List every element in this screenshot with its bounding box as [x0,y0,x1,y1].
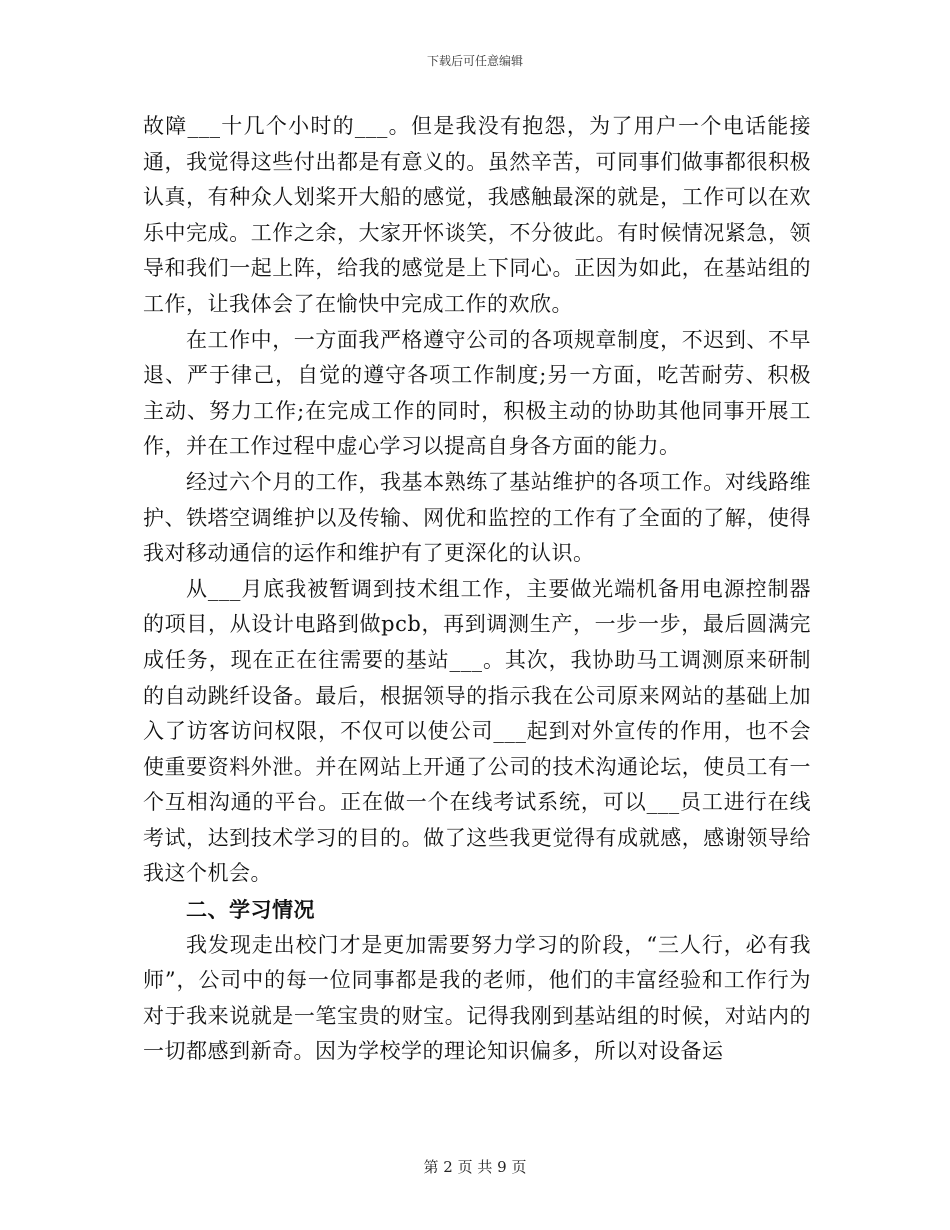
paragraph-study: 我发现走出校门才是更加需要努力学习的阶段，“三人行，必有我师”，公司中的每一位同事都是我的老师，他们的丰富经验和工作行为对于我来说就是一笔宝贵的财宝。记得我刚到基站组的时候，对站内的一切都感到新奇。因为学校学的理论知识偏多，所以对设备运 [143,932,811,1064]
page-header: 下载后可任意编辑 [426,54,523,68]
paragraph-base-station-experience: 经过六个月的工作，我基本熟练了基站维护的各项工作。对线路维护、铁塔空调维护以及传输、网优和监控的工作有了全面的了解，使得我对移动通信的运作和维护有了更深化的认识。 [143,469,811,566]
paragraph-technical-group: 从___月底我被暂调到技术组工作，主要做光端机备用电源控制器的项目，从设计电路到做pcb，再到调测生产，一步一步，最后圆满完成任务，现在正在往需要的基站___。其次，我协助马工调测原来研制的自动跳纤设备。最后，根据领导的指示我在公司原来网站的基础上加入了访客访问权限，不仅可以使公司___起到对外宣传的作用，也不会使重要资料外泄。并在网站上开通了公司的技术沟通论坛，使员工有一个互相沟通的平台。正在做一个在线考试系统，可以___员工进行在线考试，达到技术学习的目的。做了这些我更觉得有成就感，感谢领导给我这个机会。 [143,576,811,886]
paragraph-continued: 故障___十几个小时的___。但是我没有抱怨，为了用户一个电话能接通，我觉得这些付出都是有意义的。虽然辛苦，可同事们做事都很积极认真，有种众人划桨开大船的感觉，我感触最深的就是，工作可以在欢乐中完成。工作之余，大家开怀谈笑，不分彼此。有时候情况紧急，领导和我们一起上阵，给我的感觉是上下同心。正因为如此，在基站组的工作，让我体会了在愉快中完成工作的欢欣。 [143,114,811,316]
page-number: 第 2 页 共 9 页 [423,1158,527,1176]
paragraph-work-discipline: 在工作中，一方面我严格遵守公司的各项规章制度，不迟到、不早退、严于律己，自觉的遵守各项工作制度;另一方面，吃苦耐劳、积极主动、努力工作;在完成工作的同时，积极主动的协助其他同事开展工作，并在工作过程中虚心学习以提高自身各方面的能力。 [143,327,811,459]
document-body [143,109,811,1070]
section-heading-study: 二、学习情况 [186,897,315,923]
